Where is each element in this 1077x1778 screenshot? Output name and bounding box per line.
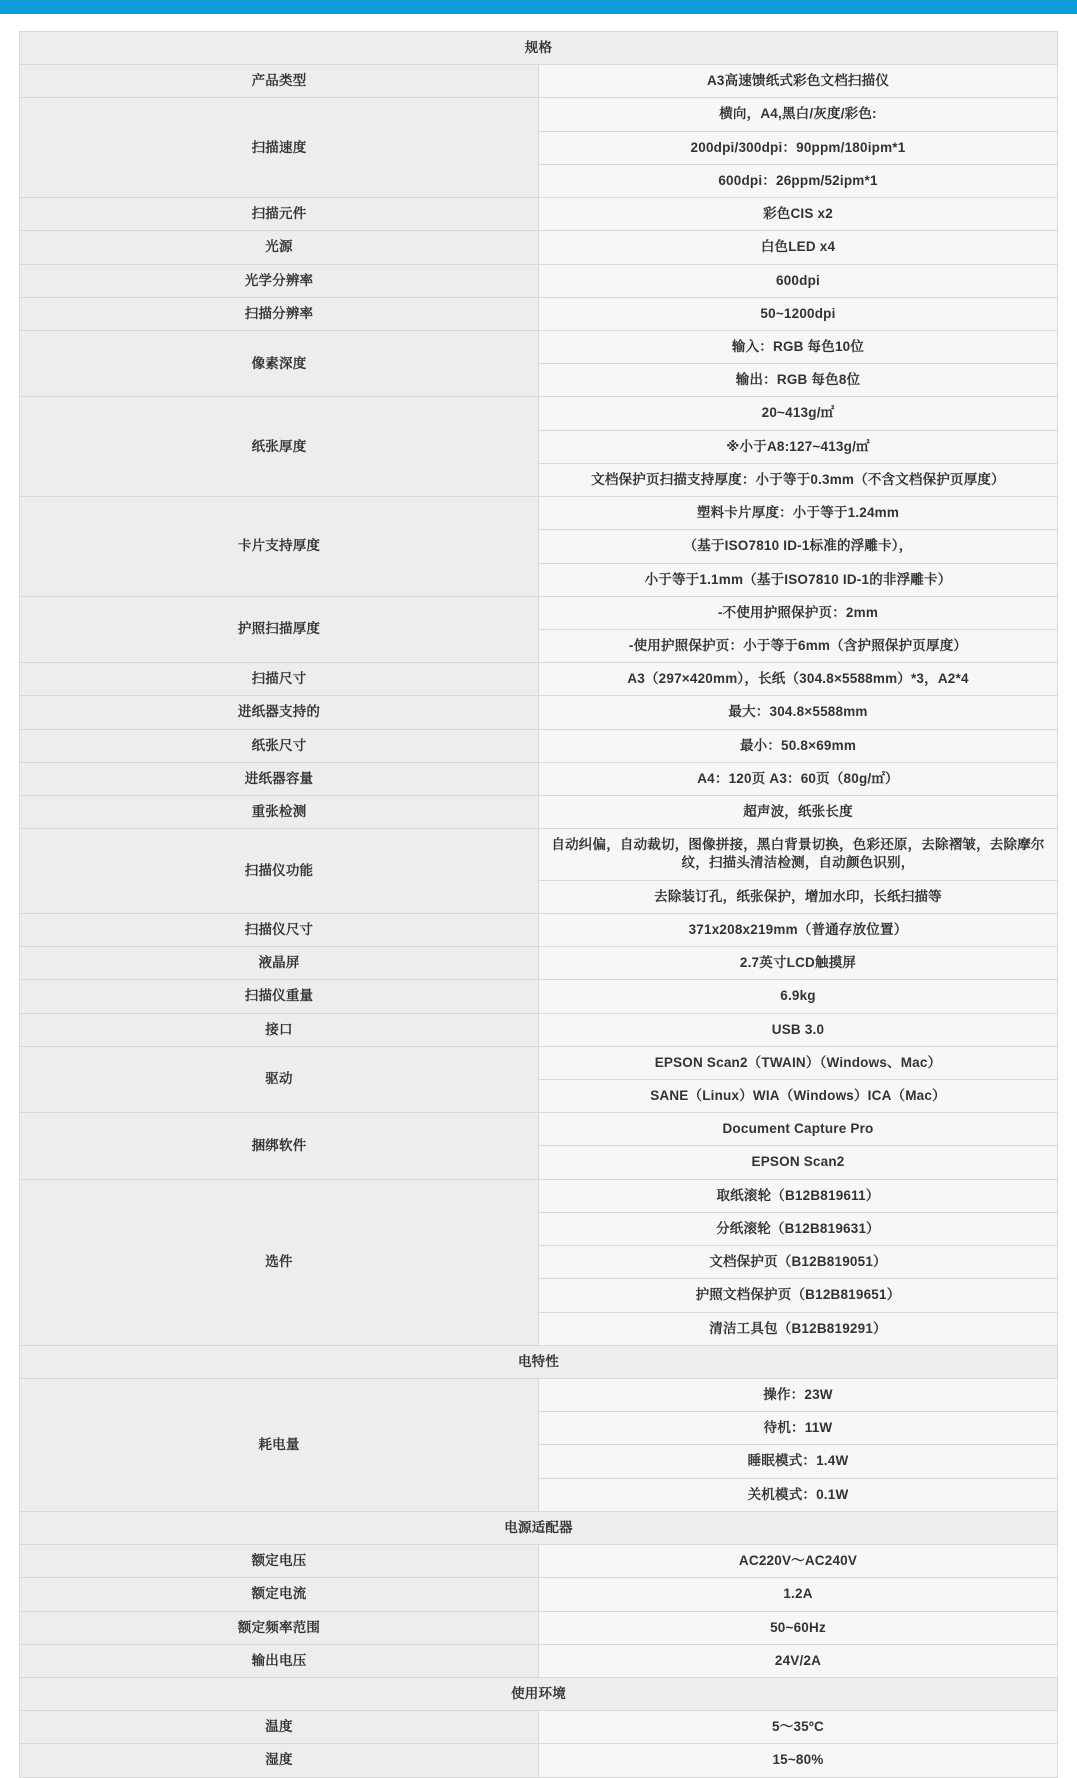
- spec-label-5: 扫描分辨率: [20, 297, 539, 330]
- environment-value-1-0: 15~80%: [539, 1744, 1058, 1777]
- spec-value-9-1: -使用护照保护页：小于等于6mm（含护照保护页厚度）: [539, 629, 1058, 662]
- table-row: [20, 98, 1058, 131]
- spec-value-20-0: EPSON Scan2（TWAIN）（Windows、Mac）: [539, 1046, 1058, 1079]
- adapter-label-0: 额定电压: [20, 1545, 539, 1578]
- spec-label-13: 进纸器容量: [20, 762, 539, 795]
- spec-value-15-0: 自动纠偏，自动裁切，图像拼接，黑白背景切换，色彩还原，去除褶皱，去除摩尔纹，扫描头清洁检测，自动颜色识别，: [539, 829, 1058, 880]
- spec-label-4: 光学分辨率: [20, 264, 539, 297]
- table-row: [20, 729, 1058, 762]
- spec-label-9: 护照扫描厚度: [20, 596, 539, 662]
- adapter-label-3: 输出电压: [20, 1644, 539, 1677]
- spec-value-7-2: 文档保护页扫描支持厚度：小于等于0.3mm（不含文档保护页厚度）: [539, 463, 1058, 496]
- table-row: [20, 1744, 1058, 1777]
- spec-value-1-1: 200dpi/300dpi：90ppm/180ipm*1: [539, 131, 1058, 164]
- spec-label-8: 卡片支持厚度: [20, 497, 539, 597]
- spec-value-1-0: 横向，A4,黑白/灰度/彩色:: [539, 98, 1058, 131]
- spec-value-12-0: 最小：50.8×69mm: [539, 729, 1058, 762]
- specification-section: [0, 14, 1077, 1778]
- spec-label-11: 进纸器支持的: [20, 696, 539, 729]
- adapter-title: 电源适配器: [20, 1511, 1058, 1544]
- spec-value-9-0: -不使用护照保护页：2mm: [539, 596, 1058, 629]
- environment-label-1: 湿度: [20, 1744, 539, 1777]
- table-section-row: [20, 1511, 1058, 1544]
- spec-value-6-1: 输出：RGB 每色8位: [539, 364, 1058, 397]
- spec-label-17: 液晶屏: [20, 947, 539, 980]
- spec-value-22-2: 文档保护页（B12B819051）: [539, 1246, 1058, 1279]
- table-row: [20, 1378, 1058, 1411]
- spec-value-20-1: SANE（Linux）WIA（Windows）ICA（Mac）: [539, 1080, 1058, 1113]
- adapter-label-2: 额定频率范围: [20, 1611, 539, 1644]
- table-row: [20, 829, 1058, 880]
- specification-table: [19, 31, 1058, 1778]
- specification-title: 规格: [20, 32, 1058, 65]
- spec-label-7: 纸张厚度: [20, 397, 539, 497]
- table-section-row: [20, 32, 1058, 65]
- electrical-title: 电特性: [20, 1345, 1058, 1378]
- spec-label-3: 光源: [20, 231, 539, 264]
- table-row: [20, 264, 1058, 297]
- spec-value-2-0: 彩色CIS x2: [539, 198, 1058, 231]
- spec-value-17-0: 2.7英寸LCD触摸屏: [539, 947, 1058, 980]
- spec-value-22-3: 护照文档保护页（B12B819651）: [539, 1279, 1058, 1312]
- spec-label-14: 重张检测: [20, 796, 539, 829]
- spec-value-5-0: 50~1200dpi: [539, 297, 1058, 330]
- spec-label-12: 纸张尺寸: [20, 729, 539, 762]
- spec-value-22-4: 清洁工具包（B12B819291）: [539, 1312, 1058, 1345]
- spec-value-22-1: 分纸滚轮（B12B819631）: [539, 1212, 1058, 1245]
- spec-value-21-0: Document Capture Pro: [539, 1113, 1058, 1146]
- spec-value-14-0: 超声波，纸张长度: [539, 796, 1058, 829]
- table-row: [20, 796, 1058, 829]
- spec-value-10-0: A3（297×420mm），长纸（304.8×5588mm）*3，A2*4: [539, 663, 1058, 696]
- table-row: [20, 1644, 1058, 1677]
- electrical-label-0: 耗电量: [20, 1378, 539, 1511]
- table-row: [20, 65, 1058, 98]
- table-row: [20, 696, 1058, 729]
- adapter-value-2-0: 50~60Hz: [539, 1611, 1058, 1644]
- electrical-value-0-1: 待机：11W: [539, 1412, 1058, 1445]
- adapter-value-0-0: AC220V～AC240V: [539, 1545, 1058, 1578]
- spec-value-8-0: 塑料卡片厚度：小于等于1.24mm: [539, 497, 1058, 530]
- table-row: [20, 947, 1058, 980]
- spec-label-2: 扫描元件: [20, 198, 539, 231]
- table-row: [20, 1179, 1058, 1212]
- spec-value-3-0: 白色LED x4: [539, 231, 1058, 264]
- spec-value-6-0: 输入：RGB 每色10位: [539, 330, 1058, 363]
- spec-value-0-0: A3高速馈纸式彩色文档扫描仪: [539, 65, 1058, 98]
- specification-table-body: [20, 32, 1058, 1778]
- table-row: [20, 980, 1058, 1013]
- spec-value-22-0: 取纸滚轮（B12B819611）: [539, 1179, 1058, 1212]
- table-row: [20, 330, 1058, 363]
- spec-label-21: 捆绑软件: [20, 1113, 539, 1179]
- table-row: [20, 663, 1058, 696]
- spec-value-1-2: 600dpi：26ppm/52ipm*1: [539, 164, 1058, 197]
- spec-label-15: 扫描仪功能: [20, 829, 539, 914]
- table-row: [20, 913, 1058, 946]
- table-row: [20, 596, 1058, 629]
- spec-label-16: 扫描仪尺寸: [20, 913, 539, 946]
- spec-label-22: 选件: [20, 1179, 539, 1345]
- table-row: [20, 1013, 1058, 1046]
- spec-label-1: 扫描速度: [20, 98, 539, 198]
- table-row: [20, 1113, 1058, 1146]
- table-row: [20, 297, 1058, 330]
- spec-value-15-1: 去除装订孔，纸张保护，增加水印，长纸扫描等: [539, 880, 1058, 913]
- table-row: [20, 397, 1058, 430]
- electrical-value-0-3: 关机模式：0.1W: [539, 1478, 1058, 1511]
- spec-value-18-0: 6.9kg: [539, 980, 1058, 1013]
- table-row: [20, 1578, 1058, 1611]
- spec-value-21-1: EPSON Scan2: [539, 1146, 1058, 1179]
- table-row: [20, 231, 1058, 264]
- spec-value-19-0: USB 3.0: [539, 1013, 1058, 1046]
- environment-title: 使用环境: [20, 1677, 1058, 1710]
- spec-label-19: 接口: [20, 1013, 539, 1046]
- table-section-row: [20, 1345, 1058, 1378]
- spec-label-20: 驱动: [20, 1046, 539, 1112]
- spec-value-7-0: 20~413g/㎡: [539, 397, 1058, 430]
- spec-value-7-1: ※小于A8:127~413g/㎡: [539, 430, 1058, 463]
- electrical-value-0-0: 操作：23W: [539, 1378, 1058, 1411]
- adapter-label-1: 额定电流: [20, 1578, 539, 1611]
- table-row: [20, 198, 1058, 231]
- spec-value-16-0: 371x208x219mm（普通存放位置）: [539, 913, 1058, 946]
- table-row: [20, 1711, 1058, 1744]
- top-accent-bar: [0, 0, 1077, 14]
- spec-label-18: 扫描仪重量: [20, 980, 539, 1013]
- electrical-value-0-2: 睡眠模式：1.4W: [539, 1445, 1058, 1478]
- spec-label-0: 产品类型: [20, 65, 539, 98]
- table-row: [20, 762, 1058, 795]
- spec-value-8-2: 小于等于1.1mm（基于ISO7810 ID-1的非浮雕卡）: [539, 563, 1058, 596]
- table-row: [20, 497, 1058, 530]
- environment-label-0: 温度: [20, 1711, 539, 1744]
- environment-value-0-0: 5～35ºC: [539, 1711, 1058, 1744]
- adapter-value-1-0: 1.2A: [539, 1578, 1058, 1611]
- table-row: [20, 1611, 1058, 1644]
- adapter-value-3-0: 24V/2A: [539, 1644, 1058, 1677]
- table-row: [20, 1545, 1058, 1578]
- spec-value-11-0: 最大：304.8×5588mm: [539, 696, 1058, 729]
- spec-value-8-1: （基于ISO7810 ID-1标准的浮雕卡），: [539, 530, 1058, 563]
- spec-value-4-0: 600dpi: [539, 264, 1058, 297]
- spec-label-6: 像素深度: [20, 330, 539, 396]
- table-section-row: [20, 1677, 1058, 1710]
- table-row: [20, 1046, 1058, 1079]
- spec-value-13-0: A4：120页 A3：60页（80g/㎡）: [539, 762, 1058, 795]
- spec-label-10: 扫描尺寸: [20, 663, 539, 696]
